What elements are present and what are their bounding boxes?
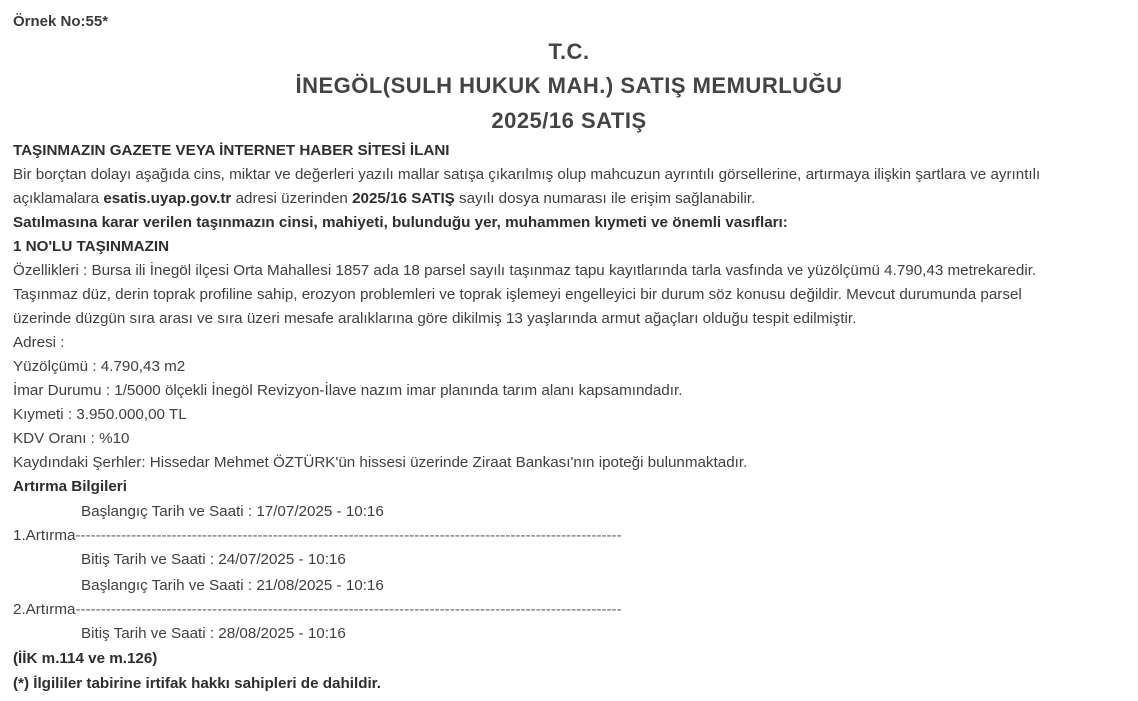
auction-1-end: Bitiş Tarih ve Saati : 24/07/2025 - 10:16 [81, 551, 346, 568]
vat-field: KDV Oranı : %10 [13, 430, 130, 447]
separator-line: ------------------------------------------------------------------------------------------------------------ [75, 601, 622, 618]
header-tc: T.C. [548, 39, 590, 64]
zoning-field: İmar Durumu : 1/5000 ölçekli İnegöl Revizyon-İlave nazım imar planında tarım alanı kapsamındadır. [13, 382, 683, 399]
intro-line-2 [13, 190, 755, 208]
header-office: İNEGÖL(SULH HUKUK MAH.) SATIŞ MEMURLUĞU [295, 73, 843, 98]
auction-2-label: 2.Artırma [13, 601, 76, 618]
header-file-number: 2025/16 SATIŞ [491, 108, 647, 133]
esatis-site: esatis.uyap.gov.tr [103, 190, 232, 207]
auction-2-row [13, 601, 622, 619]
value-field: Kıymeti : 3.950.000,00 TL [13, 406, 187, 423]
intro-line-1: Bir borçtan dolayı aşağıda cins, miktar ve değerleri yazılı mallar satışa çıkarılmış olup mahcuzun ayrıntılı görsellerine, artırmaya ilişkin şartlara ve ayrıntılı [13, 166, 1041, 183]
area-field: Yüzölçümü : 4.790,43 m2 [13, 358, 186, 375]
example-number: Örnek No:55* [13, 13, 109, 30]
property-heading: 1 NO'LU TAŞINMAZIN [13, 238, 170, 255]
auction-2-start: Başlangıç Tarih ve Saati : 21/08/2025 - 10:16 [81, 577, 384, 594]
footnote: (*) İlgililer tabirine irtifak hakkı sahipleri de dahildir. [13, 675, 381, 692]
intro-text: adresi üzerinden [231, 190, 353, 207]
auction-heading: Artırma Bilgileri [13, 478, 127, 495]
auction-1-start: Başlangıç Tarih ve Saati : 17/07/2025 - 10:16 [81, 503, 384, 520]
file-number: 2025/16 SATIŞ [352, 190, 455, 207]
intro-text: açıklamalara [13, 190, 104, 207]
auction-1-label: 1.Artırma [13, 527, 76, 544]
features-line-1: Özellikleri : Bursa ili İnegöl ilçesi Orta Mahallesi 1857 ada 18 parsel sayılı taşınmaz tapu kayıtlarında tarla vasfında ve yüzölçümü 4.790,43 metrekaredir. [13, 262, 1037, 279]
section-heading: Satılmasına karar verilen taşınmazın cinsi, mahiyeti, bulunduğu yer, muhammen kıymeti ve önemli vasıfları: [13, 214, 788, 231]
intro-text: sayılı dosya numarası ile erişim sağlanabilir. [454, 190, 756, 207]
separator-line: ------------------------------------------------------------------------------------------------------------ [75, 527, 622, 544]
announcement-title: TAŞINMAZIN GAZETE VEYA İNTERNET HABER SİTESİ İLANI [13, 142, 450, 159]
address-field: Adresi : [13, 334, 65, 351]
auction-2-end: Bitiş Tarih ve Saati : 28/08/2025 - 10:16 [81, 625, 346, 642]
features-line-2: Taşınmaz düz, derin toprak profiline sahip, erozyon problemleri ve toprak işlemeyi engelleyici bir durum söz konusu değildir. Mevcut durumunda parsel [13, 286, 1022, 303]
auction-1-row [13, 527, 622, 545]
law-reference: (İİK m.114 ve m.126) [13, 650, 158, 667]
annotations-field: Kaydındaki Şerhler: Hissedar Mehmet ÖZTÜRK'ün hissesi üzerinde Ziraat Bankası'nın ipoteği bulunmaktadır. [13, 454, 748, 471]
features-line-3: üzerinde düzgün sıra arası ve sıra üzeri mesafe aralıklarına göre dikilmiş 13 yaşlarında armut ağaçları olduğu tespit edilmiştir. [13, 310, 857, 327]
